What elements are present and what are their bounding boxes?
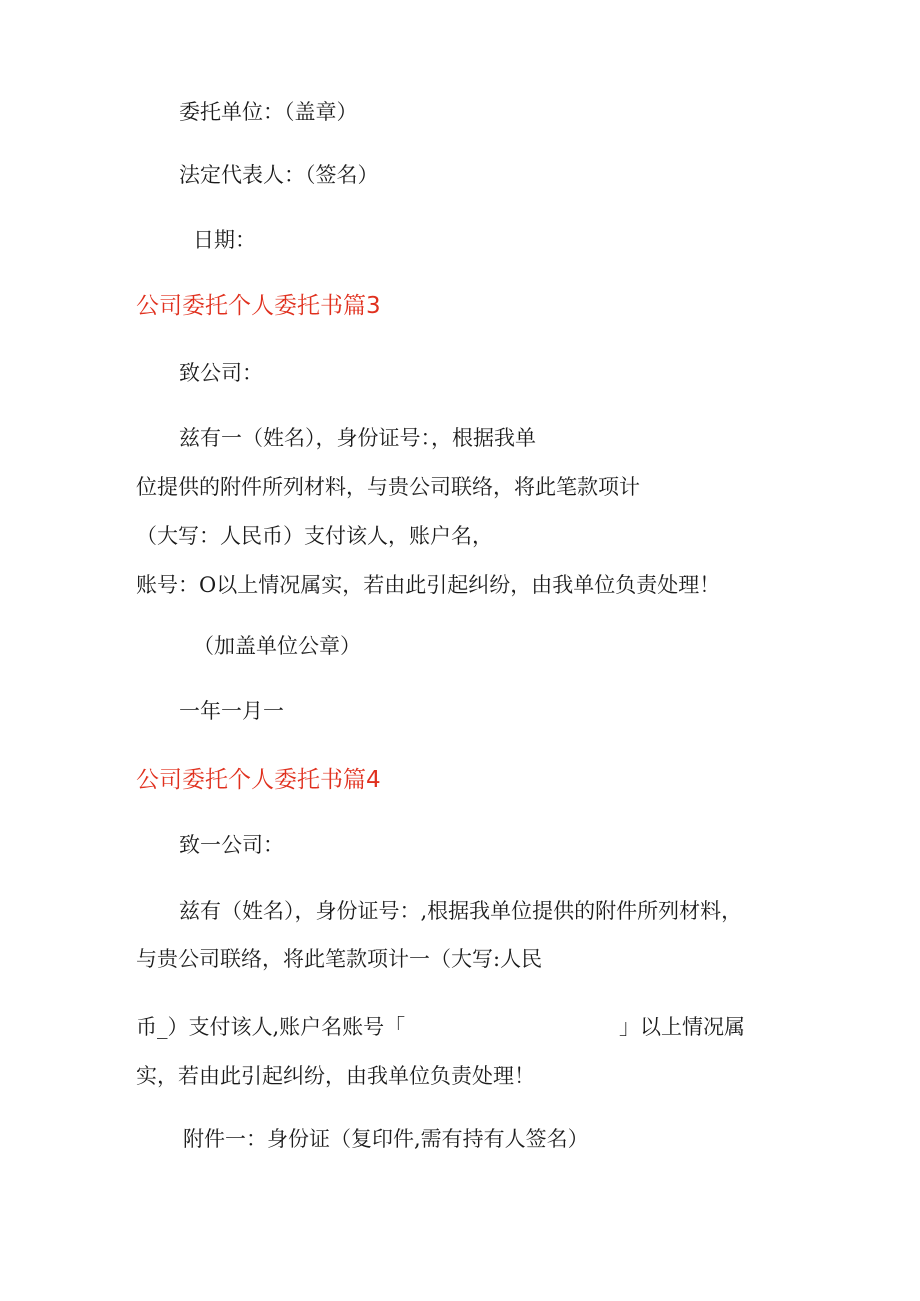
body-line-4-4: 实，若由此引起纠纷，由我单位负责处理！ <box>136 1064 535 1088</box>
salutation-3: 致公司： <box>179 361 263 385</box>
seal-line-3: （加盖单位公章） <box>193 634 361 658</box>
attachment-line-4: 附件一：身份证（复印件,需有持有人签名） <box>183 1127 589 1151</box>
body-line-4-2: 与贵公司联络，将此笔款项计一（大写:人民 <box>136 947 543 971</box>
body-line-3-3: （大写：人民币）支付该人，账户名， <box>136 524 493 548</box>
body-line-4-3a: 币_）支付该人,账户名账号「 <box>136 1015 406 1039</box>
date-line: 日期： <box>193 228 256 252</box>
body-line-3-2: 位提供的附件所列材料，与贵公司联络，将此笔款项计 <box>136 475 640 499</box>
date-line-3: 一年一月一 <box>179 699 284 723</box>
body-line-4-1: 兹有（姓名），身份证号：,根据我单位提供的附件所列材料， <box>179 899 743 923</box>
salutation-4: 致一公司： <box>179 833 284 857</box>
section-heading-3: 公司委托个人委托书篇3 <box>136 293 381 319</box>
legal-representative-line: 法定代表人：（签名） <box>179 163 379 187</box>
body-line-3-1: 兹有一（姓名），身份证号：，根据我单 <box>179 426 536 450</box>
body-line-3-4: 账号：O以上情况属实，若由此引起纠纷，由我单位负责处理！ <box>136 573 721 597</box>
section-heading-4: 公司委托个人委托书篇4 <box>136 767 381 793</box>
body-line-4-3b: 」以上情况属 <box>619 1015 745 1039</box>
entrusting-unit-line: 委托单位：（盖章） <box>179 100 358 124</box>
